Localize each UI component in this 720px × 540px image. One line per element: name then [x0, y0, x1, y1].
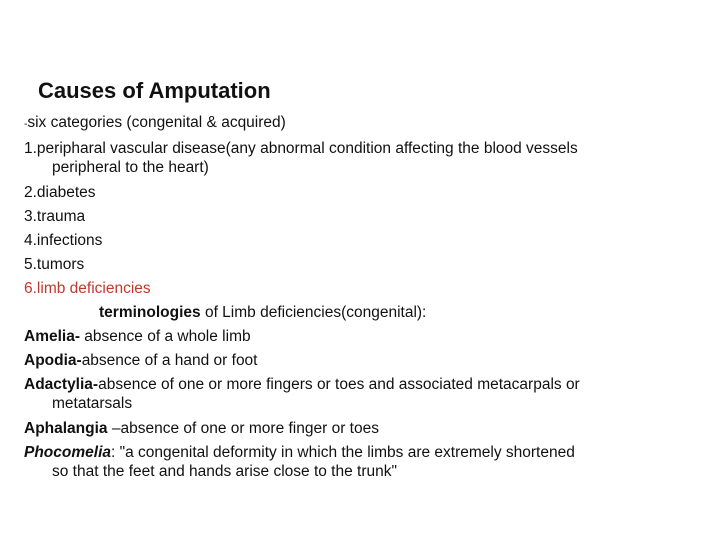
- term-label: Apodia-: [24, 352, 82, 369]
- cause-item-5: 5.tumors: [24, 256, 85, 273]
- term-amelia: [24, 325, 700, 349]
- slide-title: Causes of Amputation: [38, 78, 271, 103]
- term-definition: absence of a whole limb: [80, 328, 251, 345]
- terminology-heading-bold: terminologies: [99, 304, 201, 321]
- term-definition: absence of a hand or foot: [81, 352, 258, 369]
- cause-item-6: 6.limb deficiencies: [24, 280, 151, 297]
- intro-bullet: -: [24, 119, 28, 130]
- intro-line: [24, 111, 700, 137]
- term-phocomelia: [24, 441, 700, 465]
- cause-item-2: 2.diabetes: [24, 184, 96, 201]
- term-adactylia-continuation: metatarsals: [52, 395, 133, 412]
- cause-item-3: 3.trauma: [24, 208, 86, 225]
- cause-item-1-continuation: peripheral to the heart): [52, 159, 209, 176]
- slide-body: [24, 111, 700, 485]
- term-label: Adactylia-: [24, 376, 99, 393]
- term-definition: : "a congenital deformity in which the limbs are extremely shortened: [111, 444, 575, 461]
- term-label: Amelia-: [24, 328, 80, 345]
- term-label: Aphalangia: [24, 420, 108, 437]
- term-definition: –absence of one or more finger or toes: [107, 420, 379, 437]
- terminology-heading: [24, 301, 700, 325]
- term-adactylia: [24, 373, 700, 397]
- cause-item-4: 4.infections: [24, 232, 103, 249]
- term-apodia: [24, 349, 700, 373]
- term-definition: absence of one or more fingers or toes and associated metacarpals or: [98, 376, 580, 393]
- term-label: Phocomelia: [24, 444, 111, 461]
- cause-item-1: 1.peripharal vascular disease(any abnormal condition affecting the blood vessels: [24, 140, 578, 157]
- terminology-heading-rest: of Limb deficiencies(congenital):: [200, 304, 427, 321]
- term-phocomelia-continuation: so that the feet and hands arise close to the trunk": [52, 463, 397, 480]
- intro-text: six categories (congenital & acquired): [27, 114, 286, 131]
- term-aphalangia: [24, 417, 700, 441]
